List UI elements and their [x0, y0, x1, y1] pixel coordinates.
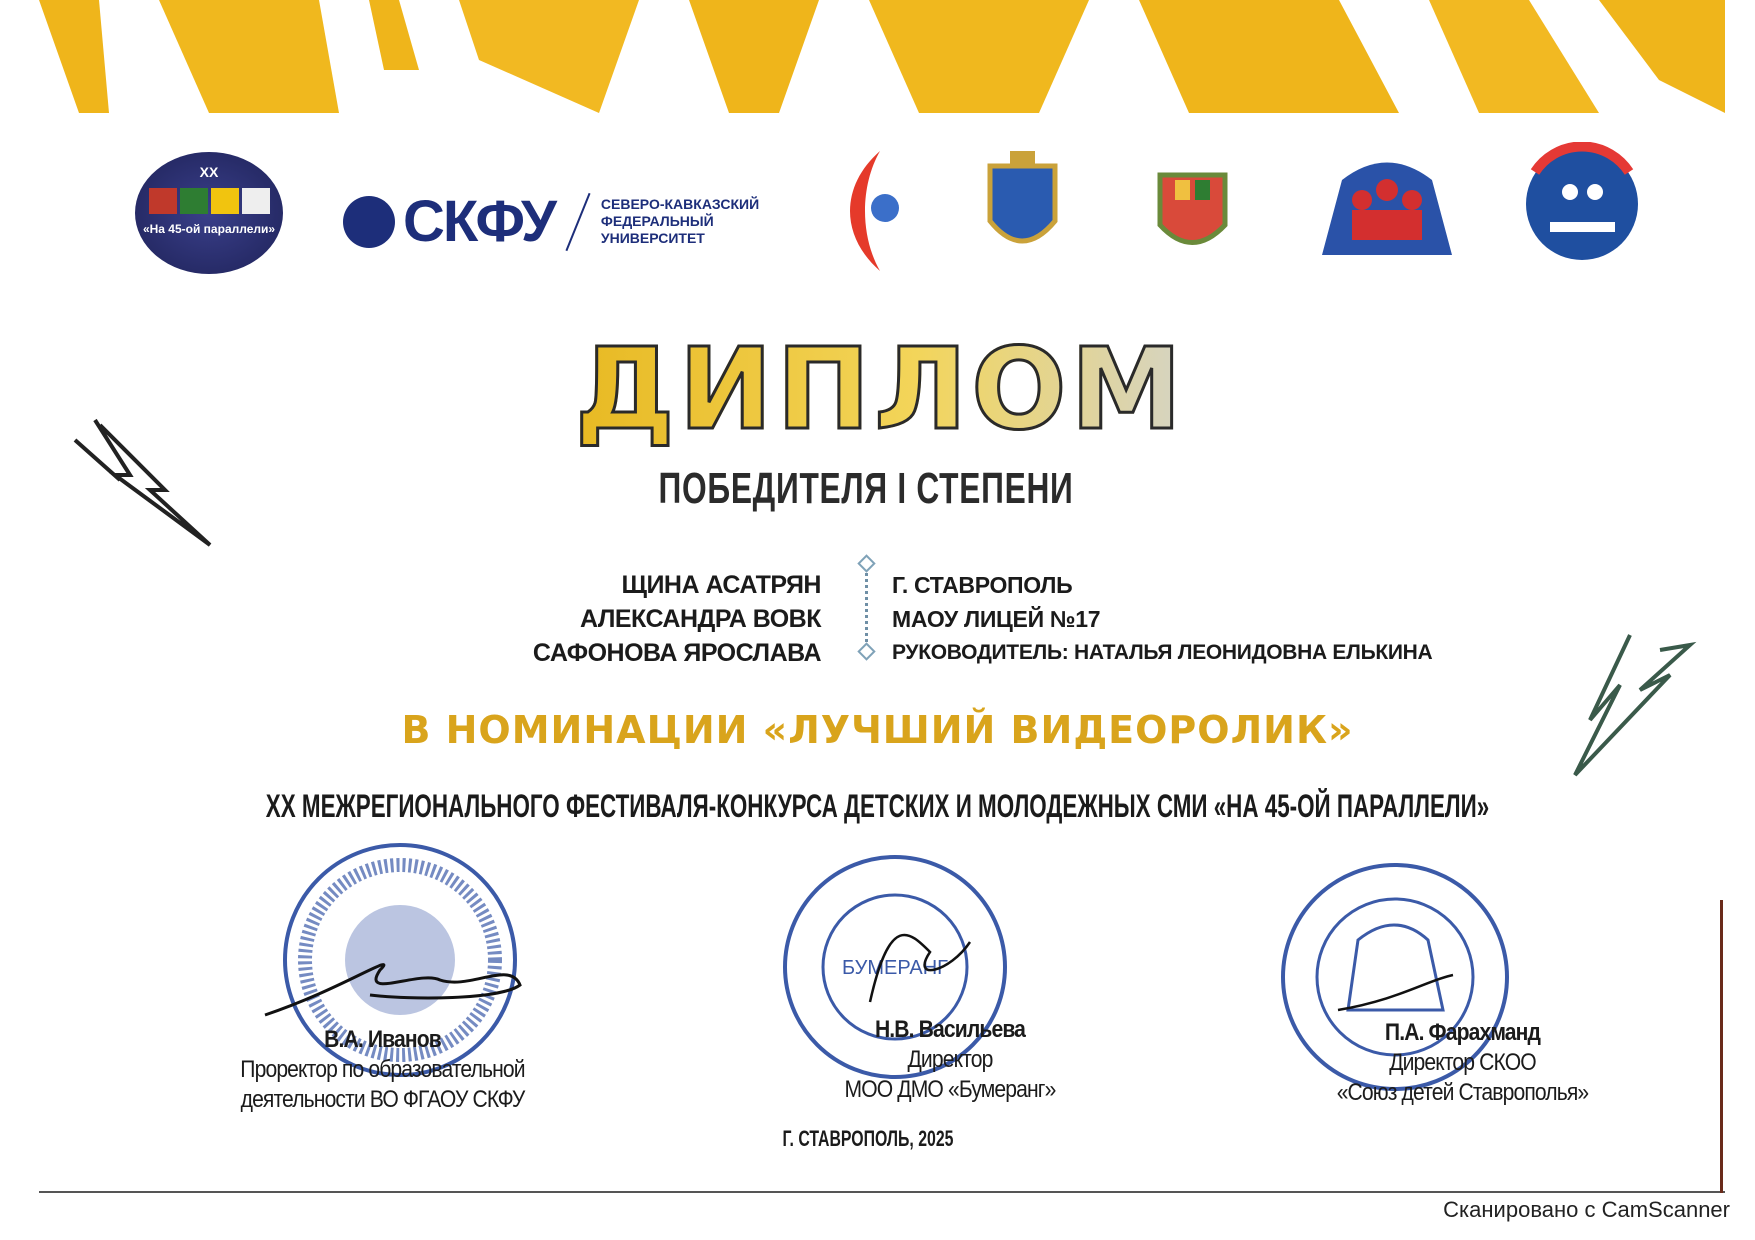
- signature-block-1: В.А. Иванов Проректор по образовательной деятельности ВО ФГАОУ СКФУ: [240, 1026, 525, 1113]
- union-logo: [1312, 150, 1462, 260]
- winners-list: [533, 568, 821, 670]
- signature-ivanov: [260, 940, 530, 1020]
- diploma-subtitle: ПОБЕДИТЕЛЯ I СТЕПЕНИ: [658, 464, 1074, 513]
- winner-name: АЛЕКСАНДРА ВОВК: [579, 605, 821, 633]
- stavropol-city-coat-of-arms: [1135, 150, 1250, 265]
- diploma-title: ДИПЛОМ: [523, 325, 1238, 455]
- diamond-icon: [857, 554, 875, 572]
- divider: [865, 560, 868, 655]
- place-year: Г. СТАВРОПОЛЬ, 2025: [782, 1126, 954, 1151]
- stavropol-krai-coat-of-arms: [975, 146, 1070, 264]
- top-decorative-banner: [39, 0, 1725, 113]
- winner-name: ЩИНА АСАТРЯН: [621, 571, 821, 599]
- boomerang-logo: [830, 146, 910, 276]
- signature-block-3: П.А. Фарахманд Директор СКОО «Союз детей Ставрополья»: [1336, 1019, 1589, 1106]
- lightning-decoration-right: [1570, 630, 1700, 780]
- skfu-logo: СКФУ СЕВЕРО-КАВКАЗСКИЙ ФЕДЕРАЛЬНЫЙ УНИВЕРСИТЕТ: [343, 188, 759, 255]
- nomination: В НОМИНАЦИИ «ЛУЧШИЙ ВИДЕОРОЛИК»: [401, 708, 1354, 752]
- page-right-edge: [1720, 900, 1723, 1193]
- children-union-logo: [1515, 142, 1650, 262]
- stamp-text: БУМЕРАНГ: [842, 957, 948, 979]
- signature-block-2: Н.В. Васильева Директор МОО ДМО «Бумеранг»: [844, 1016, 1056, 1103]
- diamond-icon: [857, 642, 875, 660]
- lightning-decoration-left: [70, 415, 220, 550]
- page-bottom-edge: [39, 1191, 1725, 1193]
- festival-line: XX МЕЖРЕГИОНАЛЬНОГО ФЕСТИВАЛЯ-КОНКУРСА ДЕТСКИХ И МОЛОДЕЖНЫХ СМИ «НА 45-ОЙ ПАРАЛЛЕЛИ»: [265, 788, 1490, 824]
- scanner-note: Сканировано с CamScanner: [1443, 1197, 1730, 1222]
- winner-name: САФОНОВА ЯРОСЛАВА: [532, 639, 821, 667]
- festival-logo: XX «На 45-ой параллели»: [135, 152, 283, 274]
- school-info: Г. СТАВРОПОЛЬ МАОУ ЛИЦЕЙ №17 РУКОВОДИТЕЛЬ: НАТАЛЬЯ ЛЕОНИДОВНА ЕЛЬКИНА: [892, 572, 1433, 664]
- skfu-emblem-icon: [343, 196, 395, 248]
